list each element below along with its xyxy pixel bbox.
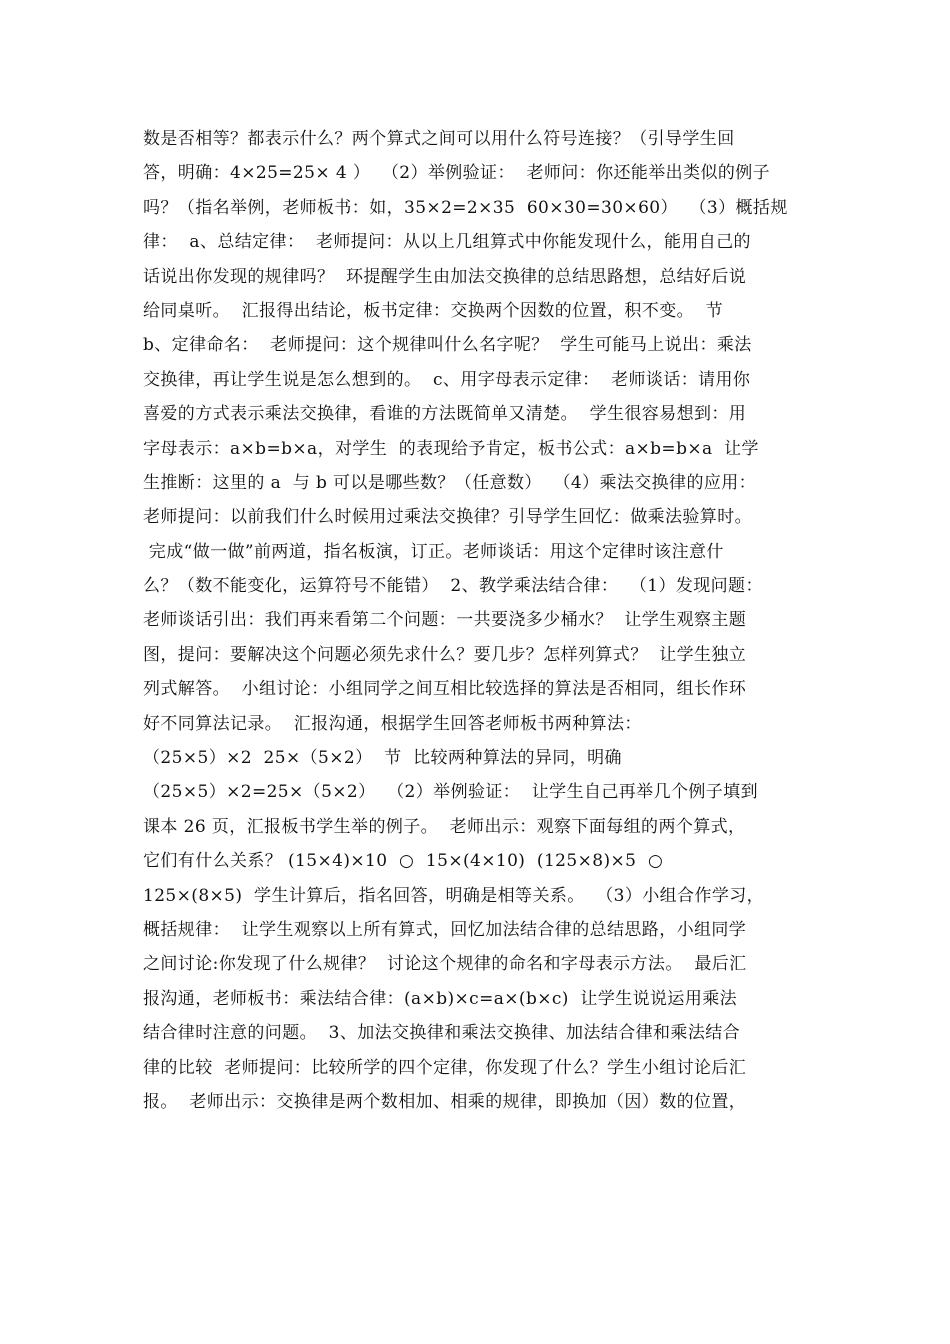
text-line: （25×5）×2 25×（5×2） 节 比较两种算法的异同，明确 [143, 748, 622, 769]
text-line: b、定律命名： 老师提问：这个规律叫什么名字呢？ 学生可能马上说出：乘法 [143, 335, 752, 356]
text-line: 给同桌听。 汇报得出结论，板书定律：交换两个因数的位置，积不变。 节 [143, 300, 724, 321]
text-line: 它们有什么关系？ (15×4)×10 ○ 15×(4×10) (125×8)×5 ○ [143, 851, 664, 872]
text-line: 概括规律： 让学生观察以上所有算式，回忆加法结合律的总结思路，小组同学 [143, 919, 747, 940]
text-line: （25×5）×2=25×（5×2） （2）举例验证： 让学生自己再举几个例子填到 [143, 782, 758, 803]
text-line: 喜爱的方式表示乘法交换律，看谁的方法既简单又清楚。 学生很容易想到：用 [143, 404, 747, 425]
text-line: 话说出你发现的规律吗？ 环提醒学生由加法交换律的总结思路想，总结好后说 [143, 266, 747, 287]
text-line: 数是否相等？都表示什么？两个算式之间可以用什么符号连接？（引导学生回 [143, 129, 735, 149]
text-line: 字母表示：a×b=b×a，对学生 的表现给予肯定，板书公式：a×b=b×a 让学 [143, 438, 759, 459]
text-line: 好不同算法记录。 汇报沟通，根据学生回答老师板书两种算法： [143, 713, 642, 734]
body-text [143, 122, 815, 1119]
text-line: 答，明确：4×25=25× 4 ） （2）举例验证： 老师问：你还能举出类似的例子 [143, 163, 771, 184]
text-line: 列式解答。 小组讨论：小组同学之间互相比较选择的算法是否相同，组长作环 [143, 679, 747, 700]
text-line: 课本 26 页，汇报板书学生举的例子。 老师出示：观察下面每组的两个算式， [143, 816, 746, 837]
text-line: 生推断：这里的 a 与 b 可以是哪些数？（任意数） （4）乘法交换律的应用： [143, 472, 757, 493]
text-line: 完成“做一做”前两道，指名板演，订正。老师谈话：用这个定律时该注意什 [143, 541, 724, 562]
text-line: 律： a、总结定律： 老师提问：从以上几组算式中你能发现什么，能用自己的 [143, 232, 751, 253]
text-line: 图，提问：要解决这个问题必须先求什么？要几步？怎样列算式？ 让学生独立 [143, 644, 747, 665]
text-line: 吗？（指名举例，老师板书：如，35×2=2×35 60×30=30×60） （3）概括规 [143, 197, 788, 218]
text-line: 报沟通，老师板书：乘法结合律：(a×b)×c=a×(b×c) 让学生说说运用乘法 [143, 988, 738, 1009]
text-line: 报。 老师出示：交换律是两个数相加、相乘的规律，即换加（因）数的位置， [143, 1091, 747, 1112]
text-line: 老师提问：以前我们什么时候用过乘法交换律？引导学生回忆：做乘法验算时。 [143, 507, 752, 528]
text-line: 结合律时注意的问题。 3、加法交换律和乘法交换律、加法结合律和乘法结合 [143, 1023, 741, 1044]
text-line: 之间讨论:你发现了什么规律？ 讨论这个规律的命名和字母表示方法。 最后汇 [143, 954, 747, 975]
text-line: 律的比较 老师提问：比较所学的四个定律，你发现了什么？学生小组讨论后汇 [143, 1057, 747, 1078]
text-line: 交换律，再让学生说是怎么想到的。 c、用字母表示定律： 老师谈话：请用你 [143, 369, 751, 390]
text-line: 老师谈话引出：我们再来看第二个问题：一共要浇多少桶水？ 让学生观察主题 [143, 610, 747, 631]
text-line: 125×(8×5) 学生计算后，指名回答，明确是相等关系。 （3）小组合作学习， [143, 885, 765, 906]
text-line: 么？（数不能变化，运算符号不能错） 2、教学乘法结合律： （1）发现问题： [143, 576, 763, 597]
